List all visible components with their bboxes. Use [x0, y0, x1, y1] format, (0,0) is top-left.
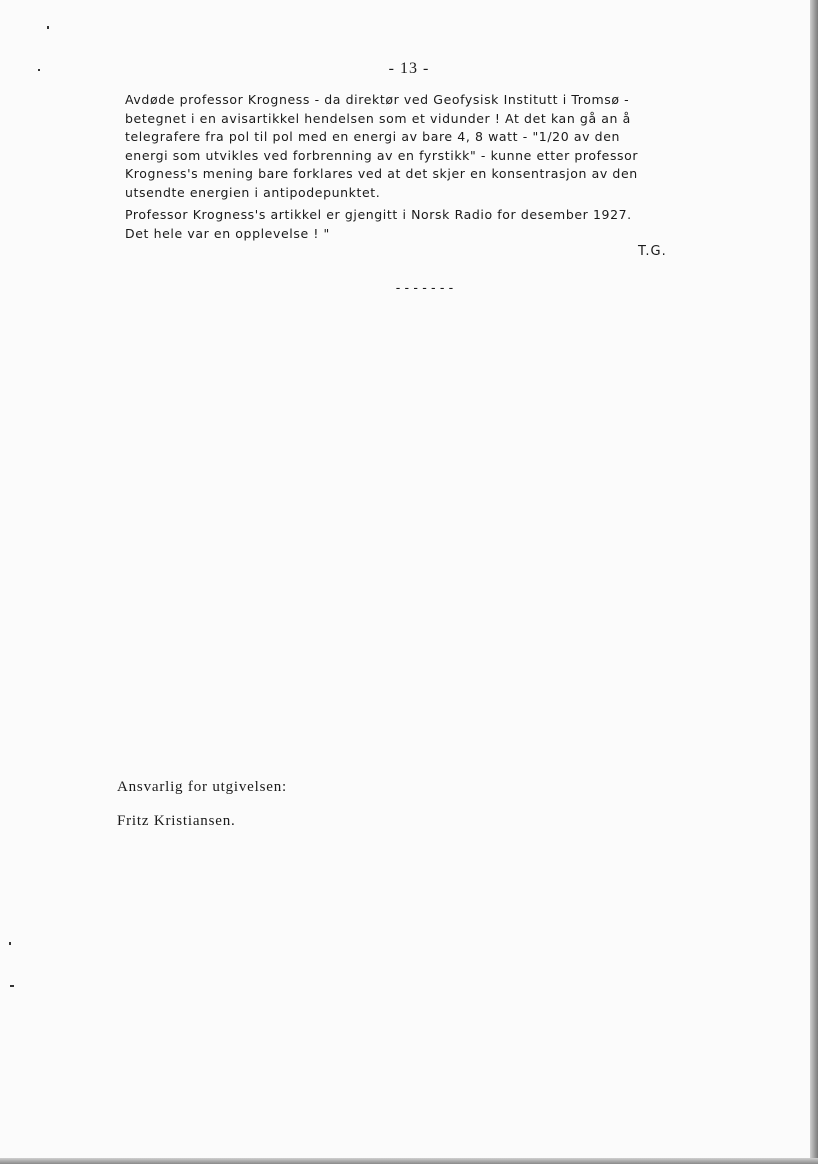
body-text — [125, 91, 775, 243]
text-line: telegrafere fra pol til pol med en energi av bare 4, 8 watt - "1/20 av den — [125, 129, 621, 144]
text-line: utsendte energien i antipodepunktet. — [125, 184, 381, 200]
page-number: - 13 - — [388, 60, 430, 77]
scan-speck — [9, 942, 11, 945]
scan-speck — [10, 985, 14, 987]
scan-edge-bottom — [0, 1158, 818, 1164]
text-line: betegnet i en avisartikkel hendelsen som et vidunder ! At det kan gå an å — [125, 110, 631, 126]
responsible-name: Fritz Kristiansen. — [117, 813, 236, 829]
footer — [117, 779, 287, 830]
scan-speck — [47, 26, 49, 29]
text-line: Krogness's mening bare forklares ved at det skjer en konsentrasjon av den — [125, 166, 638, 181]
signature: T.G. — [638, 244, 667, 259]
section-divider: ------- — [394, 281, 456, 296]
responsible-label: Ansvarlig for utgivelsen: — [117, 779, 287, 795]
scan-edge-right — [810, 0, 818, 1164]
text-line: energi som utvikles ved forbrenning av en fyrstikk" - kunne etter professor — [125, 147, 639, 163]
text-line: Professor Krogness's artikkel er gjengitt i Norsk Radio for desember 1927. — [125, 207, 632, 222]
text-line: Det hele var en opplevelse ! " — [125, 225, 330, 241]
text-line: Avdøde professor Krogness - da direktør ved Geofysisk Institutt i Tromsø - — [125, 92, 630, 107]
